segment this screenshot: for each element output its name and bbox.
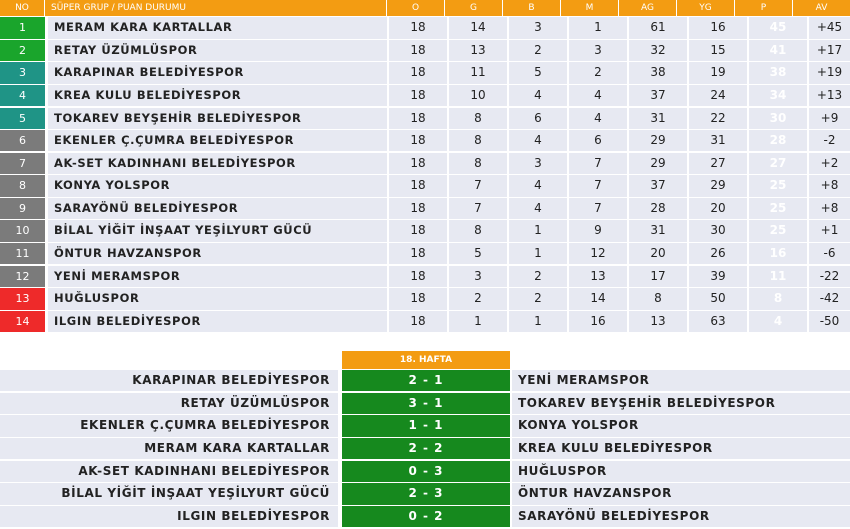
fixtures-list	[0, 370, 850, 529]
wins-cell: 13	[449, 40, 507, 61]
wins-cell: 11	[449, 62, 507, 83]
draws-cell: 4	[509, 175, 567, 196]
played-cell: 18	[389, 153, 447, 174]
played-cell: 18	[389, 130, 447, 151]
home-team: MERAM KARA KARTALLAR	[0, 438, 338, 459]
losses-cell: 13	[569, 266, 627, 287]
team-name-cell: AK-SET KADINHANI BELEDİYESPOR	[48, 153, 387, 174]
team-name-cell: BİLAL YİĞİT İNŞAAT YEŞİLYURT GÜCÜ	[48, 220, 387, 241]
goal-difference-cell: +19	[809, 62, 850, 83]
match-score: 2 - 3	[342, 483, 510, 504]
team-name-cell: SARAYÖNÜ BELEDİYESPOR	[48, 198, 387, 219]
points-cell: 28	[749, 130, 807, 151]
losses-cell: 7	[569, 198, 627, 219]
played-cell: 18	[389, 266, 447, 287]
away-team: YENİ MERAMSPOR	[512, 370, 850, 391]
position-cell: 6	[0, 130, 45, 151]
goal-difference-cell: +8	[809, 175, 850, 196]
points-cell: 27	[749, 153, 807, 174]
table-row	[0, 62, 850, 83]
team-name-cell: EKENLER Ç.ÇUMRA BELEDİYESPOR	[48, 130, 387, 151]
goals-for-cell: 31	[629, 220, 687, 241]
goal-difference-cell: -6	[809, 243, 850, 264]
goal-difference-cell: -50	[809, 311, 850, 332]
table-row	[0, 85, 850, 106]
points-cell: 16	[749, 243, 807, 264]
goals-for-cell: 13	[629, 311, 687, 332]
col-av: AV	[815, 3, 828, 13]
team-name-cell: ILGIN BELEDİYESPOR	[48, 311, 387, 332]
goal-difference-cell: +13	[809, 85, 850, 106]
wins-cell: 5	[449, 243, 507, 264]
table-row	[0, 130, 850, 151]
goals-for-cell: 29	[629, 153, 687, 174]
goals-for-cell: 28	[629, 198, 687, 219]
col-ag: AG	[619, 0, 677, 16]
goals-for-cell: 17	[629, 266, 687, 287]
goal-difference-cell: +45	[809, 17, 850, 38]
played-cell: 18	[389, 311, 447, 332]
wins-cell: 3	[449, 266, 507, 287]
match-score: 0 - 2	[342, 506, 510, 527]
team-name-cell: TOKAREV BEYŞEHİR BELEDİYESPOR	[48, 108, 387, 129]
team-name-cell: KREA KULU BELEDİYESPOR	[48, 85, 387, 106]
away-team: SARAYÖNÜ BELEDİYESPOR	[512, 506, 850, 527]
points-cell: 25	[749, 220, 807, 241]
home-team: ILGIN BELEDİYESPOR	[0, 506, 338, 527]
position-cell: 7	[0, 153, 45, 174]
losses-cell: 1	[569, 17, 627, 38]
goals-against-cell: 26	[689, 243, 747, 264]
draws-cell: 4	[509, 198, 567, 219]
points-cell: 45	[749, 17, 807, 38]
played-cell: 18	[389, 198, 447, 219]
position-cell: 13	[0, 288, 45, 309]
position-cell: 2	[0, 40, 45, 61]
points-cell: 8	[749, 288, 807, 309]
table-row	[0, 266, 850, 287]
match-row	[0, 461, 850, 482]
played-cell: 18	[389, 243, 447, 264]
played-cell: 18	[389, 62, 447, 83]
goal-difference-cell: -42	[809, 288, 850, 309]
goals-against-cell: 27	[689, 153, 747, 174]
goal-difference-cell: -22	[809, 266, 850, 287]
points-cell: 25	[749, 175, 807, 196]
position-cell: 9	[0, 198, 45, 219]
team-name-cell: HUĞLUSPOR	[48, 288, 387, 309]
goals-for-cell: 31	[629, 108, 687, 129]
standings-title: SÜPER GRUP / PUAN DURUMU	[45, 0, 387, 16]
goals-for-cell: 29	[629, 130, 687, 151]
goals-against-cell: 22	[689, 108, 747, 129]
team-name-cell: KONYA YOLSPOR	[48, 175, 387, 196]
standings-header	[0, 0, 850, 16]
goals-for-cell: 37	[629, 175, 687, 196]
home-team: BİLAL YİĞİT İNŞAAT YEŞİLYURT GÜCÜ	[0, 483, 338, 504]
away-team: HUĞLUSPOR	[512, 461, 850, 482]
losses-cell: 12	[569, 243, 627, 264]
goals-against-cell: 29	[689, 175, 747, 196]
draws-cell: 2	[509, 266, 567, 287]
goals-for-cell: 20	[629, 243, 687, 264]
match-score: 2 - 1	[342, 370, 510, 391]
goals-against-cell: 63	[689, 311, 747, 332]
match-score: 1 - 1	[342, 415, 510, 436]
col-no: NO	[0, 0, 45, 16]
team-name-cell: YENİ MERAMSPOR	[48, 266, 387, 287]
standings-body	[0, 17, 850, 332]
wins-cell: 1	[449, 311, 507, 332]
draws-cell: 4	[509, 85, 567, 106]
goals-against-cell: 24	[689, 85, 747, 106]
goals-against-cell: 39	[689, 266, 747, 287]
goal-difference-cell: +9	[809, 108, 850, 129]
losses-cell: 2	[569, 62, 627, 83]
points-cell: 30	[749, 108, 807, 129]
position-cell: 11	[0, 243, 45, 264]
home-team: EKENLER Ç.ÇUMRA BELEDİYESPOR	[0, 415, 338, 436]
home-team: AK-SET KADINHANI BELEDİYESPOR	[0, 461, 338, 482]
draws-cell: 2	[509, 288, 567, 309]
points-cell: 34	[749, 85, 807, 106]
losses-cell: 14	[569, 288, 627, 309]
table-row	[0, 175, 850, 196]
position-cell: 12	[0, 266, 45, 287]
table-row	[0, 220, 850, 241]
col-p: P	[735, 0, 793, 16]
goals-against-cell: 19	[689, 62, 747, 83]
losses-cell: 6	[569, 130, 627, 151]
goals-against-cell: 31	[689, 130, 747, 151]
away-team: ÖNTUR HAVZANSPOR	[512, 483, 850, 504]
goals-against-cell: 15	[689, 40, 747, 61]
col-g: G	[445, 0, 503, 16]
losses-cell: 7	[569, 175, 627, 196]
draws-cell: 1	[509, 311, 567, 332]
played-cell: 18	[389, 220, 447, 241]
wins-cell: 8	[449, 220, 507, 241]
wins-cell: 7	[449, 175, 507, 196]
position-cell: 8	[0, 175, 45, 196]
week-title: 18. HAFTA	[342, 351, 510, 369]
goals-for-cell: 8	[629, 288, 687, 309]
goals-against-cell: 20	[689, 198, 747, 219]
match-row	[0, 370, 850, 391]
points-cell: 38	[749, 62, 807, 83]
losses-cell: 4	[569, 85, 627, 106]
played-cell: 18	[389, 175, 447, 196]
goal-difference-cell: +1	[809, 220, 850, 241]
goal-difference-cell: +8	[809, 198, 850, 219]
wins-cell: 10	[449, 85, 507, 106]
match-row	[0, 415, 850, 436]
table-row	[0, 17, 850, 38]
away-team: KREA KULU BELEDİYESPOR	[512, 438, 850, 459]
table-row	[0, 108, 850, 129]
team-name-cell: ÖNTUR HAVZANSPOR	[48, 243, 387, 264]
goals-against-cell: 16	[689, 17, 747, 38]
table-row	[0, 153, 850, 174]
goals-for-cell: 38	[629, 62, 687, 83]
losses-cell: 3	[569, 40, 627, 61]
col-o: O	[387, 0, 445, 16]
played-cell: 18	[389, 40, 447, 61]
match-score: 0 - 3	[342, 461, 510, 482]
draws-cell: 1	[509, 220, 567, 241]
goals-against-cell: 50	[689, 288, 747, 309]
goal-difference-cell: +2	[809, 153, 850, 174]
draws-cell: 1	[509, 243, 567, 264]
goals-for-cell: 37	[629, 85, 687, 106]
points-cell: 25	[749, 198, 807, 219]
wins-cell: 8	[449, 130, 507, 151]
points-cell: 4	[749, 311, 807, 332]
col-yg: YG	[677, 0, 735, 16]
match-row	[0, 393, 850, 414]
losses-cell: 7	[569, 153, 627, 174]
team-name-cell: RETAY ÜZÜMLÜSPOR	[48, 40, 387, 61]
draws-cell: 3	[509, 17, 567, 38]
losses-cell: 16	[569, 311, 627, 332]
draws-cell: 3	[509, 153, 567, 174]
wins-cell: 8	[449, 108, 507, 129]
match-row	[0, 506, 850, 527]
table-row	[0, 40, 850, 61]
match-row	[0, 483, 850, 504]
away-team: KONYA YOLSPOR	[512, 415, 850, 436]
goals-against-cell: 30	[689, 220, 747, 241]
goals-for-cell: 32	[629, 40, 687, 61]
team-name-cell: MERAM KARA KARTALLAR	[48, 17, 387, 38]
wins-cell: 14	[449, 17, 507, 38]
position-cell: 3	[0, 62, 45, 83]
col-b: B	[503, 0, 561, 16]
match-score: 3 - 1	[342, 393, 510, 414]
away-team: TOKAREV BEYŞEHİR BELEDİYESPOR	[512, 393, 850, 414]
team-name-cell: KARAPINAR BELEDİYESPOR	[48, 62, 387, 83]
match-score: 2 - 2	[342, 438, 510, 459]
losses-cell: 4	[569, 108, 627, 129]
draws-cell: 6	[509, 108, 567, 129]
draws-cell: 5	[509, 62, 567, 83]
played-cell: 18	[389, 85, 447, 106]
draws-cell: 4	[509, 130, 567, 151]
table-row	[0, 243, 850, 264]
draws-cell: 2	[509, 40, 567, 61]
table-row	[0, 198, 850, 219]
points-cell: 11	[749, 266, 807, 287]
played-cell: 18	[389, 108, 447, 129]
home-team: KARAPINAR BELEDİYESPOR	[0, 370, 338, 391]
match-row	[0, 438, 850, 459]
played-cell: 18	[389, 288, 447, 309]
position-cell: 1	[0, 17, 45, 38]
home-team: RETAY ÜZÜMLÜSPOR	[0, 393, 338, 414]
wins-cell: 2	[449, 288, 507, 309]
wins-cell: 7	[449, 198, 507, 219]
points-cell: 41	[749, 40, 807, 61]
goals-for-cell: 61	[629, 17, 687, 38]
position-cell: 5	[0, 108, 45, 129]
table-row	[0, 288, 850, 309]
played-cell: 18	[389, 17, 447, 38]
position-cell: 10	[0, 220, 45, 241]
losses-cell: 9	[569, 220, 627, 241]
position-cell: 4	[0, 85, 45, 106]
goal-difference-cell: -2	[809, 130, 850, 151]
goal-difference-cell: +17	[809, 40, 850, 61]
col-m: M	[561, 0, 619, 16]
table-row	[0, 311, 850, 332]
wins-cell: 8	[449, 153, 507, 174]
position-cell: 14	[0, 311, 45, 332]
